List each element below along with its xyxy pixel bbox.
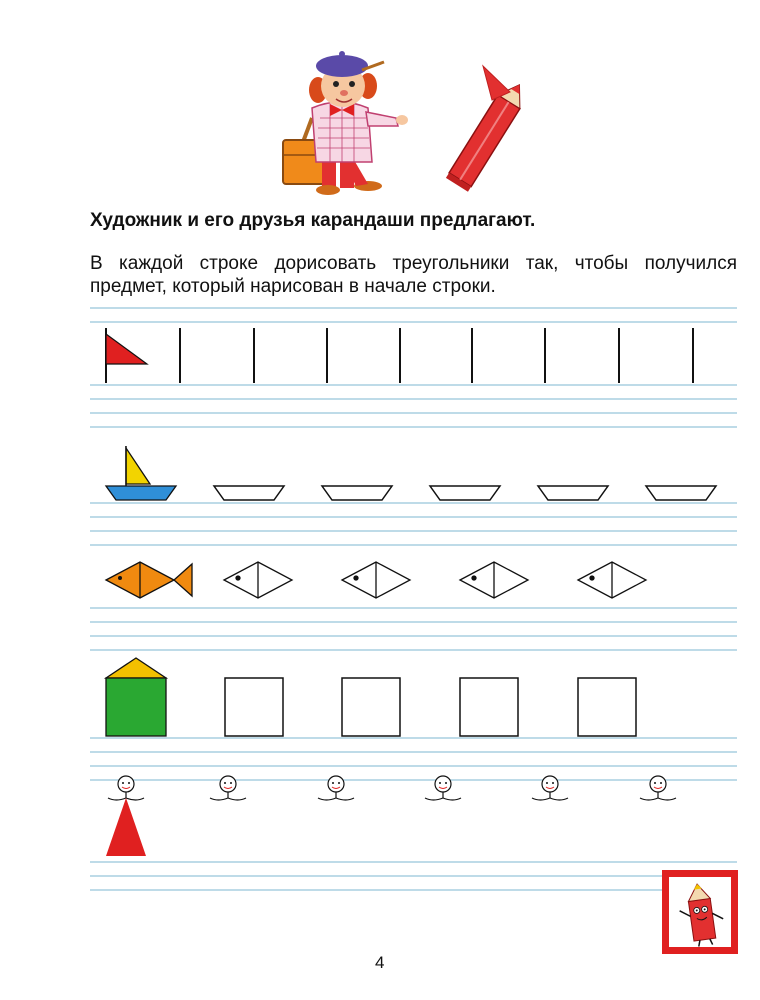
girl-head-blank bbox=[640, 776, 676, 800]
girl-head-blank bbox=[210, 776, 246, 800]
girl-row bbox=[106, 776, 676, 856]
boat-hull-blank bbox=[646, 486, 716, 500]
boat-row bbox=[106, 446, 716, 500]
girl-head-blank bbox=[532, 776, 568, 800]
flag-example bbox=[106, 328, 147, 383]
task-instruction: В каждой строке дорисовать треугольники так, чтобы получился предмет, который нарисован в начале строки. bbox=[90, 253, 737, 297]
pencil-illustration bbox=[446, 78, 531, 192]
fish-body-blank bbox=[224, 562, 292, 598]
fish-body-blank bbox=[460, 562, 528, 598]
flag-row bbox=[106, 328, 693, 383]
house-wall-blank bbox=[225, 678, 283, 736]
task-title: Художник и его друзья карандаши предлагают. bbox=[90, 210, 536, 231]
page-number: 4 bbox=[375, 953, 385, 972]
house-wall-blank bbox=[578, 678, 636, 736]
girl-head-blank bbox=[318, 776, 354, 800]
house-wall-blank bbox=[342, 678, 400, 736]
artist-illustration bbox=[283, 51, 408, 195]
fish-body-blank bbox=[578, 562, 646, 598]
boat-hull-blank bbox=[538, 486, 608, 500]
girl-head-blank bbox=[425, 776, 461, 800]
house-wall-blank bbox=[460, 678, 518, 736]
fish-row bbox=[106, 562, 646, 598]
boat-example bbox=[106, 446, 176, 500]
fish-body-blank bbox=[342, 562, 410, 598]
girl-example bbox=[106, 776, 146, 856]
house-row bbox=[106, 658, 636, 736]
boat-hull-blank bbox=[430, 486, 500, 500]
pencil-mascot-badge bbox=[662, 870, 738, 954]
fish-example bbox=[106, 562, 192, 598]
house-example bbox=[106, 658, 166, 736]
boat-hull-blank bbox=[214, 486, 284, 500]
boat-hull-blank bbox=[322, 486, 392, 500]
